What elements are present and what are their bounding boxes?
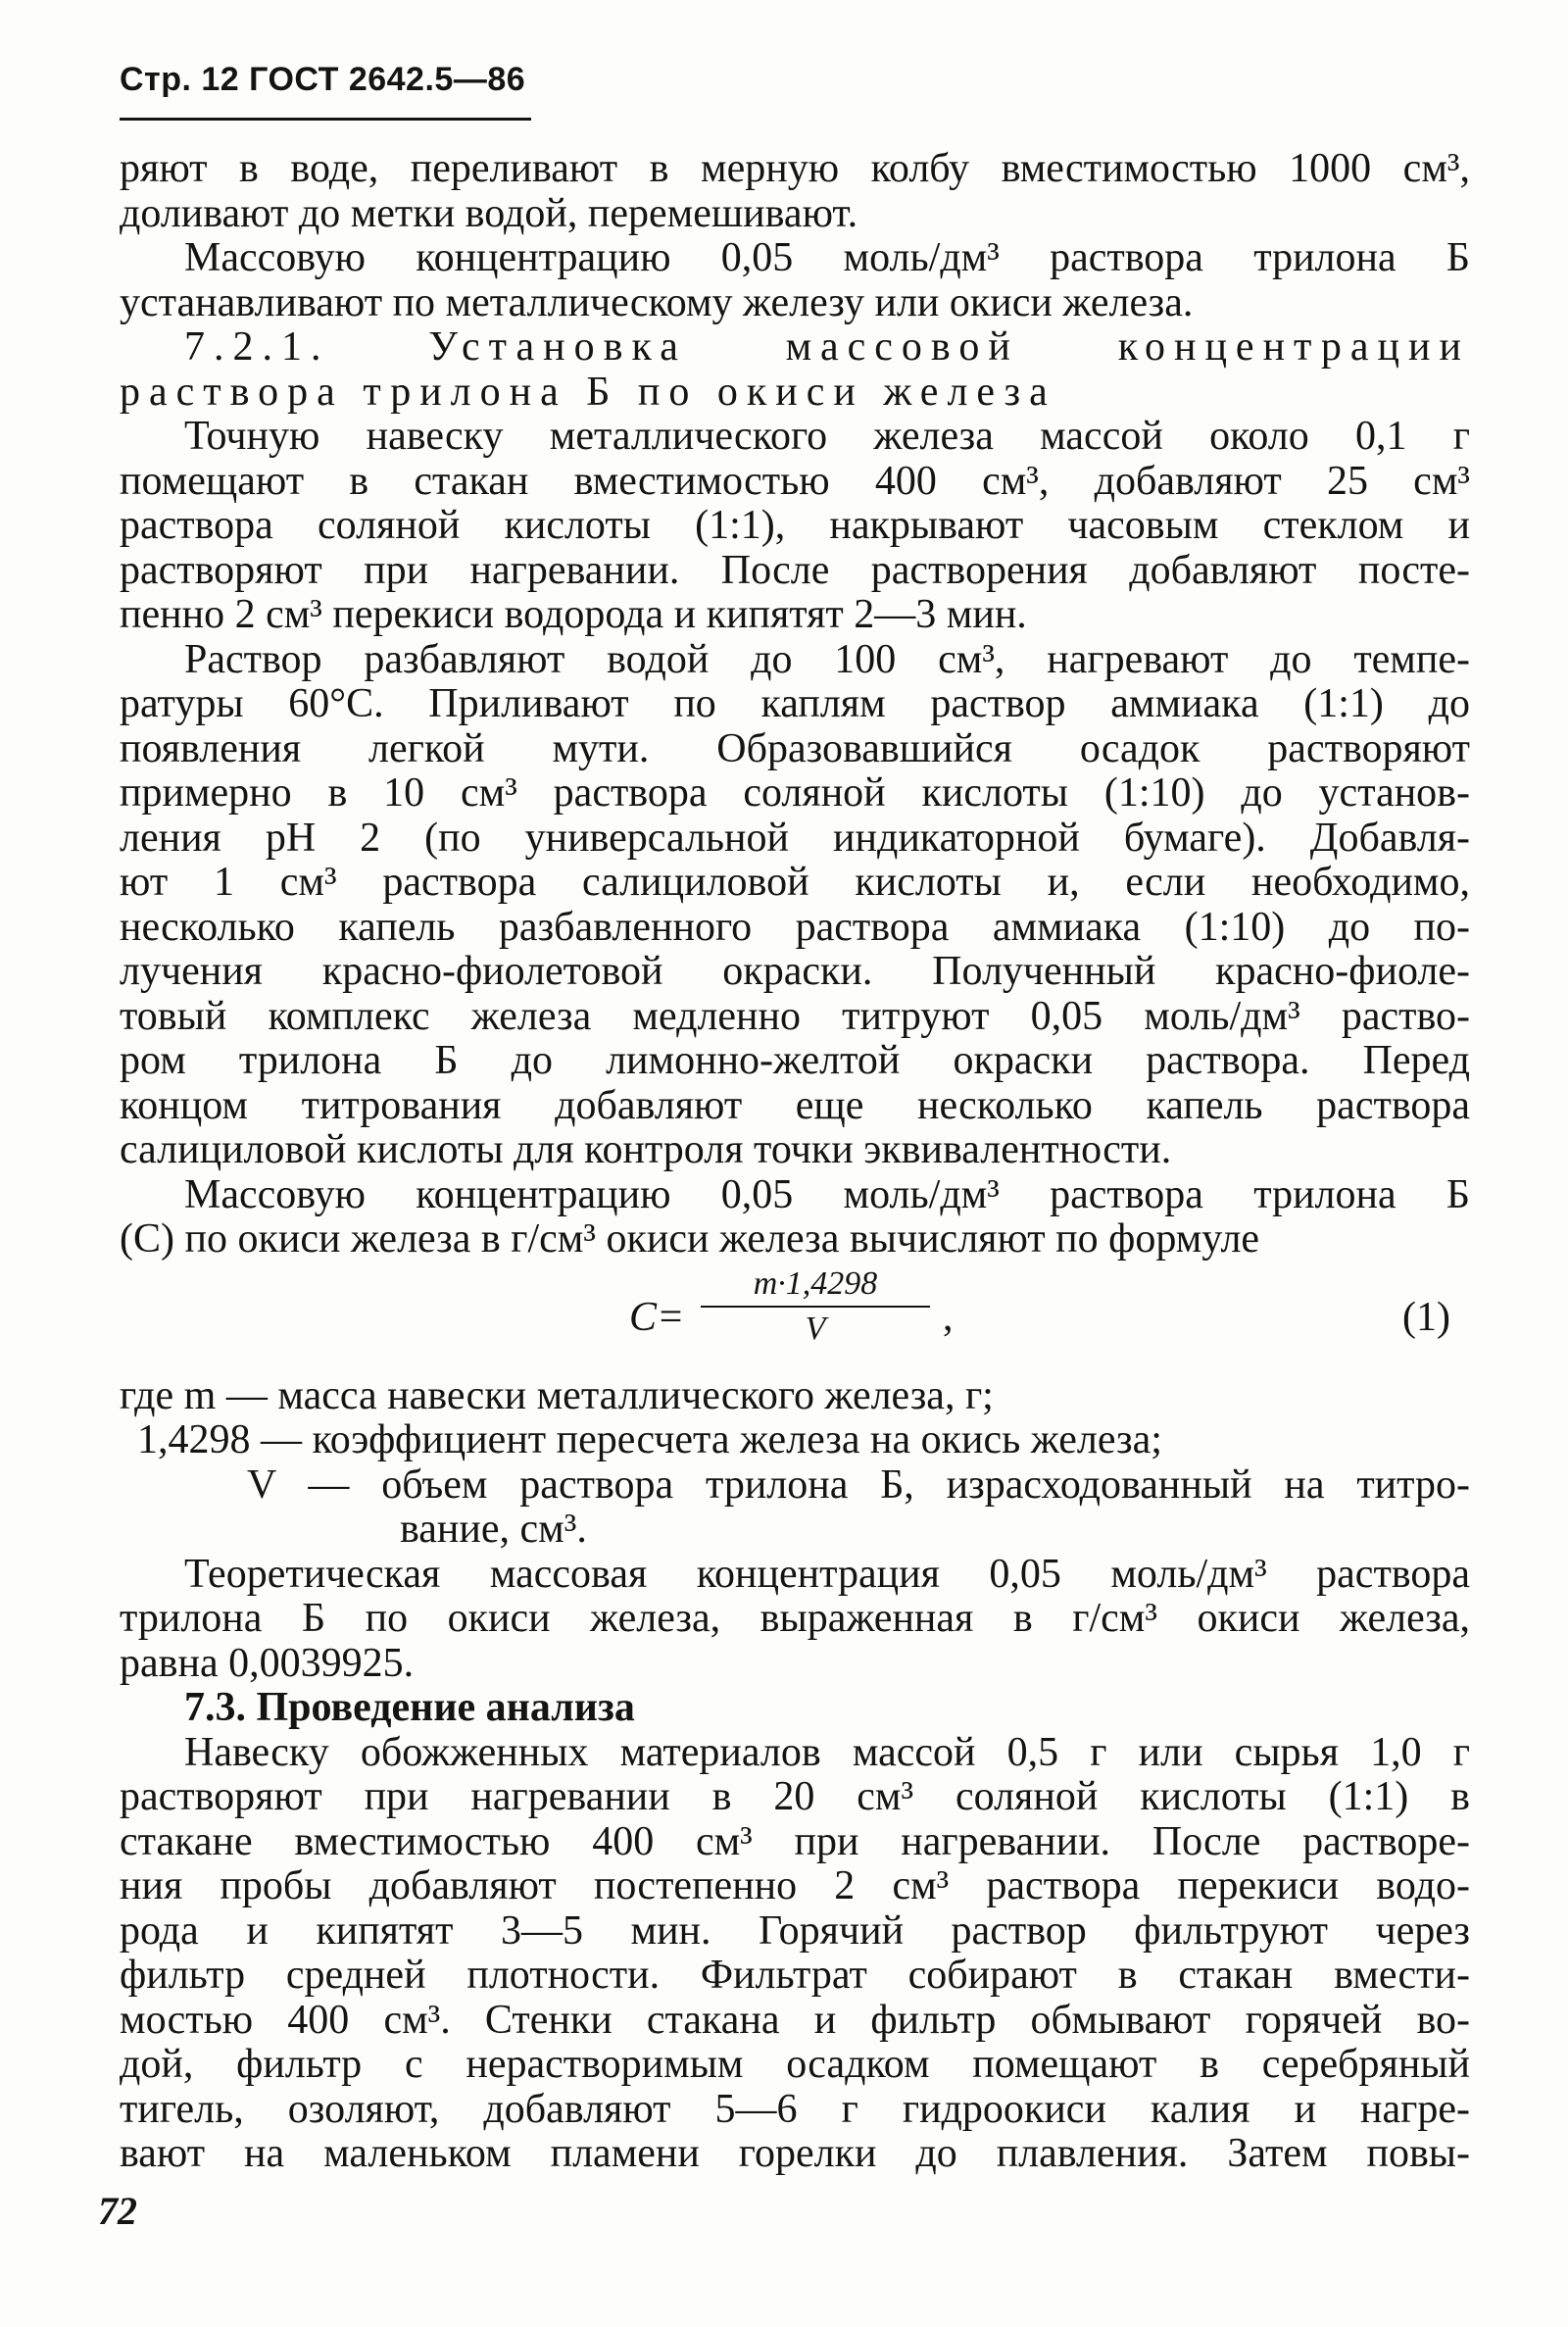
text-line: ния пробы добавляют постепенно 2 см³ раствора перекиси водо- bbox=[120, 1863, 1470, 1908]
text-line: концом титрования добавляют еще несколько капель раствора bbox=[120, 1082, 1470, 1128]
page-number: 72 bbox=[98, 2189, 137, 2233]
text-line: растворяют при нагревании. После растворения добавляют посте- bbox=[120, 547, 1470, 593]
page-header: Стр. 12 ГОСТ 2642.5—86 bbox=[120, 61, 526, 98]
text-line: товый комплекс железа медленно титруют 0,05 моль/дм³ раство- bbox=[120, 993, 1470, 1039]
text-line: трилона Б по окиси железа, выраженная в г/см³ окиси железа, bbox=[120, 1596, 1470, 1641]
text-line: Массовую концентрацию 0,05 моль/дм³ раствора трилона Б bbox=[184, 235, 1470, 280]
text-line: растворяют при нагревании в 20 см³ соляной кислоты (1:1) в bbox=[120, 1774, 1470, 1819]
text-line: стакане вместимостью 400 см³ при нагревании. После растворе- bbox=[120, 1818, 1470, 1864]
text-line: раствора соляной кислоты (1:1), накрывают часовым стеклом и bbox=[120, 503, 1470, 548]
formula-numerator: m·1,4298 bbox=[753, 1264, 878, 1302]
section-heading-7-3: 7.3. Проведение анализа bbox=[184, 1685, 635, 1730]
text-line: тигель, озоляют, добавляют 5—6 г гидроокиси калия и нагре- bbox=[120, 2086, 1470, 2132]
formula-fraction bbox=[693, 1264, 938, 1349]
text-line: Точную навеску металлического железа массой около 0,1 г bbox=[184, 414, 1470, 459]
section-heading-7-2-1-cont: раствора трилона Б по окиси железа bbox=[120, 369, 1056, 415]
text-line: мостью 400 см³. Стенки стакана и фильтр обмывают горячей во- bbox=[120, 1997, 1470, 2043]
text-line: Теоретическая массовая концентрация 0,05 моль/дм³ раствора bbox=[184, 1551, 1470, 1597]
text-line: салициловой кислоты для контроля точки эквивалентности. bbox=[120, 1127, 1172, 1172]
text-line: ления pH 2 (по универсальной индикаторной бумаге). Добавля- bbox=[120, 815, 1470, 861]
section-heading-7-2-1: 7.2.1. Установка массовой концентрации bbox=[184, 324, 1470, 370]
text-line: фильтр средней плотности. Фильтрат собирают в стакан вмести- bbox=[120, 1953, 1470, 1998]
text-line: рода и кипятят 3—5 мин. Горячий раствор фильтруют через bbox=[120, 1907, 1470, 1954]
text-line: ряют в воде, переливают в мерную колбу вместимостью 1000 см³, bbox=[120, 146, 1470, 191]
text-line: ют 1 см³ раствора салициловой кислоты и, если необходимо, bbox=[120, 860, 1470, 905]
text-line: Массовую концентрацию 0,05 моль/дм³ раствора трилона Б bbox=[184, 1171, 1470, 1217]
document-body bbox=[120, 147, 1470, 2177]
text-line: пенно 2 см³ перекиси водорода и кипятят 2—3 мин. bbox=[120, 592, 1027, 637]
text-line: Навеску обожженных материалов массой 0,5 г или сырья 1,0 г bbox=[184, 1729, 1470, 1775]
formula-lhs: С= bbox=[629, 1294, 685, 1340]
text-line: лучения красно-фиолетовой окраски. Полученный красно-фиоле- bbox=[120, 949, 1470, 994]
text-line: равна 0,0039925. bbox=[120, 1640, 415, 1686]
definition-line: где m — масса навески металлического железа, г; bbox=[120, 1372, 994, 1418]
text-line: появления легкой мути. Образовавшийся осадок растворяют bbox=[120, 725, 1470, 771]
formula-number: (1) bbox=[1402, 1294, 1450, 1340]
formula-comma: , bbox=[943, 1294, 954, 1340]
text-line: ратуры 60°С. Приливают по каплям раствор аммиака (1:1) до bbox=[120, 681, 1470, 726]
text-line: доливают до метки водой, перемешивают. bbox=[120, 190, 858, 236]
formula-denominator: V bbox=[805, 1310, 826, 1347]
formula-1 bbox=[120, 1264, 1470, 1370]
definition-line: 1,4298 — коэффициент пересчета железа на окись железа; bbox=[137, 1417, 1162, 1462]
fraction-bar bbox=[701, 1306, 930, 1308]
formula-definitions bbox=[120, 1374, 1470, 1553]
text-line: вают на маленьком пламени горелки до плавления. Затем повы- bbox=[120, 2131, 1470, 2176]
text-line: дой, фильтр с нерастворимым осадком помещают в серебряный bbox=[120, 2042, 1470, 2087]
text-line: примерно в 10 см³ раствора соляной кислоты (1:10) до установ- bbox=[120, 770, 1470, 816]
text-line: несколько капель разбавленного раствора аммиака (1:10) до по- bbox=[120, 904, 1470, 950]
text-line: устанавливают по металлическому железу или окиси железа. bbox=[120, 279, 1194, 325]
text-line: (С) по окиси железа в г/см³ окиси железа вычисляют по формуле bbox=[120, 1216, 1260, 1262]
header-rule bbox=[120, 118, 531, 121]
text-line: Раствор разбавляют водой до 100 см³, нагревают до темпе- bbox=[184, 636, 1470, 682]
definition-line: вание, см³. bbox=[400, 1507, 587, 1552]
definition-line: V — объем раствора трилона Б, израсходованный на титро- bbox=[247, 1461, 1470, 1508]
text-line: ром трилона Б до лимонно-желтой окраски раствора. Перед bbox=[120, 1038, 1470, 1083]
text-line: помещают в стакан вместимостью 400 см³, добавляют 25 см³ bbox=[120, 458, 1470, 504]
